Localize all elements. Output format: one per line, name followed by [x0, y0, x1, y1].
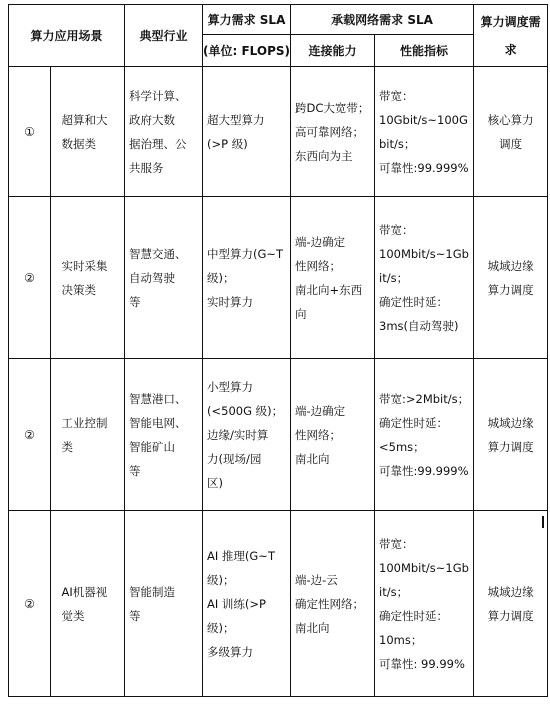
compute-line: 小型算力: [207, 379, 253, 394]
row-index: [9, 197, 51, 359]
performance-line: 确定性时延：: [379, 294, 448, 309]
row-industry: [125, 511, 203, 697]
performance-line: it/s；: [379, 584, 409, 599]
scheduling-line: 城域边缘: [487, 415, 534, 430]
industry-line: 科学计算、: [129, 88, 187, 103]
row-scene-text: 实时采集决策类: [61, 258, 108, 297]
industry-line: 等: [129, 608, 141, 623]
row-compute: [203, 67, 291, 197]
compute-line: 实时算力: [207, 294, 253, 309]
compute-line: 区): [207, 475, 223, 490]
table-row: [9, 67, 548, 197]
compute-line: 级)；: [207, 620, 235, 635]
row-industry: [125, 359, 203, 511]
industry-line: 等: [129, 463, 141, 478]
compute-line: 多级算力: [207, 644, 253, 659]
row-scheduling: [474, 197, 548, 359]
scheduling-line: 调度: [499, 136, 523, 151]
row-compute: [203, 359, 291, 511]
performance-line: 10ms；: [379, 632, 423, 647]
row-scene-text: 超算和大数据类: [61, 112, 108, 151]
header-network-sla: 承载网络需求 SLA: [291, 5, 474, 35]
row-index: [9, 511, 51, 697]
row-index-text: ②: [24, 270, 35, 285]
row-index-text: ②: [24, 596, 35, 611]
row-index: [9, 359, 51, 511]
performance-line: 确定性时延：: [379, 415, 448, 430]
row-scheduling: [474, 359, 548, 511]
connectivity-line: 南北向: [295, 620, 330, 635]
header-connectivity: 连接能力: [291, 35, 375, 67]
row-scene: [51, 197, 125, 359]
row-scheduling: [474, 511, 548, 697]
connectivity-line: 高可靠网络；: [295, 124, 364, 139]
scheduling-line: 算力调度: [487, 608, 534, 623]
row-performance: [375, 511, 474, 697]
industry-line: 智慧交通、: [129, 246, 187, 261]
industry-line: 等: [129, 294, 141, 309]
performance-line: 可靠性:99.999%: [379, 160, 469, 175]
compute-line: 中型算力(G~T: [207, 246, 284, 261]
header-scene: 算力应用场景: [9, 5, 125, 67]
scheduling-line: 算力调度: [487, 439, 534, 454]
industry-line: 政府大数: [129, 112, 175, 127]
industry-line: 智慧港口、: [129, 391, 187, 406]
industry-line: 智能矿山: [129, 439, 175, 454]
row-performance: [375, 67, 474, 197]
row-compute: [203, 511, 291, 697]
header-scheduling-text: 算力调度需求: [480, 14, 541, 57]
performance-line: 3ms(自动驾驶): [379, 318, 459, 333]
row-scene: [51, 511, 125, 697]
scheduling-line: 核心算力: [487, 112, 534, 127]
performance-line: 带宽:>2Mbit/s；: [379, 391, 470, 406]
row-performance: [375, 197, 474, 359]
connectivity-line: 性网络；: [295, 427, 341, 442]
row-compute: [203, 197, 291, 359]
row-scene-text: AI机器视觉类: [61, 584, 108, 623]
compute-line: 级)；: [207, 270, 235, 285]
performance-line: 可靠性: 99.99%: [379, 656, 465, 671]
performance-line: 100Mbit/s~1Gb: [379, 560, 469, 575]
compute-line: (>P 级): [207, 136, 248, 151]
industry-line: 智能制造: [129, 584, 175, 599]
row-industry: [125, 197, 203, 359]
compute-line: AI 推理(G~T: [207, 548, 275, 563]
industry-line: 共服务: [129, 160, 164, 175]
row-index-text: ①: [24, 124, 35, 139]
table-row: [9, 511, 548, 697]
row-index: [9, 67, 51, 197]
compute-line: AI 训练(>P: [207, 596, 266, 611]
compute-line: 力(现场/园: [207, 451, 262, 466]
header-performance: 性能指标: [375, 35, 474, 67]
connectivity-line: 端-边确定: [295, 403, 346, 418]
header-industry: 典型行业: [125, 5, 203, 67]
connectivity-line: 端-边确定: [295, 234, 346, 249]
connectivity-line: 向: [295, 306, 307, 321]
performance-line: 带宽：: [379, 222, 414, 237]
row-connectivity: [291, 359, 375, 511]
connectivity-line: 端-边-云: [295, 572, 338, 587]
connectivity-line: 性网络；: [295, 258, 341, 273]
row-scheduling: [474, 67, 548, 197]
row-performance: [375, 359, 474, 511]
row-scene: [51, 67, 125, 197]
header-compute-sla: 算力需求 SLA: [203, 5, 291, 35]
performance-line: 10Gbit/s~100G: [379, 112, 468, 127]
compute-line: 级)；: [207, 572, 235, 587]
performance-line: <5ms；: [379, 439, 425, 454]
connectivity-line: 确定性网络；: [295, 596, 364, 611]
performance-line: 带宽：: [379, 88, 414, 103]
performance-line: bit/s；: [379, 136, 416, 151]
performance-line: it/s；: [379, 270, 409, 285]
row-connectivity: [291, 197, 375, 359]
scheduling-line: 城域边缘: [487, 584, 534, 599]
compute-line: (<500G 级)；: [207, 403, 284, 418]
table-row: [9, 197, 548, 359]
header-compute-unit: (单位: FLOPS): [203, 35, 291, 67]
compute-line: 边缘/实时算: [207, 427, 269, 442]
performance-line: 可靠性:99.999%: [379, 463, 469, 478]
row-connectivity: [291, 67, 375, 197]
industry-line: 自动驾驶: [129, 270, 175, 285]
scheduling-line: 算力调度: [487, 282, 534, 297]
row-index-text: ②: [24, 427, 35, 442]
performance-line: 带宽：: [379, 536, 414, 551]
row-industry: [125, 67, 203, 197]
table-row: [9, 359, 548, 511]
connectivity-line: 东西向为主: [295, 148, 353, 163]
row-scene: [51, 359, 125, 511]
performance-line: 确定性时延：: [379, 608, 448, 623]
row-scene-text: 工业控制类: [61, 415, 108, 454]
row-connectivity: [291, 511, 375, 697]
performance-line: 100Mbit/s~1Gb: [379, 246, 469, 261]
connectivity-line: 南北向: [295, 451, 330, 466]
header-scheduling: [474, 5, 548, 67]
compute-line: 超大型算力: [207, 112, 265, 127]
connectivity-line: 跨DC大宽带；: [295, 100, 370, 115]
industry-line: 智能电网、: [129, 415, 187, 430]
industry-line: 据治理、公: [129, 136, 187, 151]
connectivity-line: 南北向+东西: [295, 282, 363, 297]
scheduling-line: 城域边缘: [487, 258, 534, 273]
sla-table: [8, 4, 548, 697]
edge-mark: [542, 516, 544, 528]
